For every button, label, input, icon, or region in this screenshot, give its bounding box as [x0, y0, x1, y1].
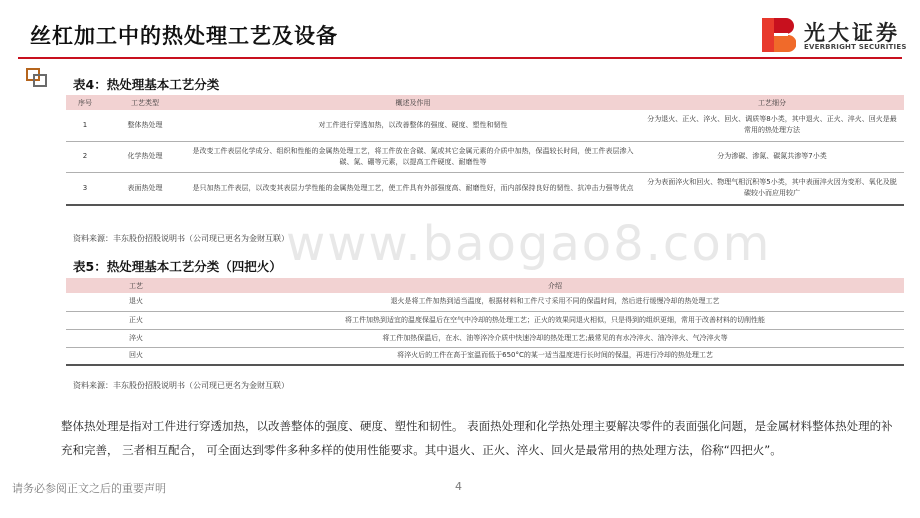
table-cell: 将工件加热到适宜的温度保温后在空气中冷却的热处理工艺；正火的效果同退火相似，只是得到的组织更细，常用于改善材料的切削性能: [206, 311, 904, 329]
table-cell: 是只加热工件表层，以改变其表层力学性能的金属热处理工艺，使工件具有外部强度高、耐磨性好，而内部保持良好的韧性、抗冲击力强等优点: [186, 172, 640, 205]
column-header: 序号: [78, 98, 92, 107]
table-marker-icon: [26, 68, 48, 88]
column-header: 介绍: [548, 281, 562, 290]
table-cell: 是改变工件表层化学成分、组织和性能的金属热处理工艺，将工件放在含碳、氮或其它金属元素的介质中加热，保温较长时间，使工件表层渗入碳、氮、硼等元素，以提高工件硬度、耐磨性等: [186, 141, 640, 172]
table-header-row: [66, 278, 904, 293]
table-cell: 分为渗碳、渗氮、碳氮共渗等7小类: [640, 141, 904, 172]
table2-caption: 表5：热处理基本工艺分类（四把火）: [73, 259, 282, 274]
table-row: [66, 293, 904, 311]
table1-caption: 表4：热处理基本工艺分类: [73, 77, 220, 92]
table-cell: 表面热处理: [104, 172, 186, 205]
table-cell: 回火: [66, 347, 206, 365]
table-row: [66, 141, 904, 172]
brand-name-cn: 光大证券: [804, 21, 900, 45]
column-header: 概述及作用: [395, 98, 431, 107]
everbright-logo-icon: [760, 16, 796, 54]
table-row: [66, 329, 904, 347]
table-cell: 分为退火、正火、淬火、回火、调质等8小类，其中退火、正火、淬火、回火是最常用的热处理方法: [640, 110, 904, 141]
table-cell: 1: [66, 110, 104, 141]
table-cell: 2: [66, 141, 104, 172]
footer-disclaimer: 请务必参阅正文之后的重要声明: [12, 482, 166, 495]
table-cell: 分为表面淬火和回火、物理气相沉积等5小类，其中表面淬火因为变形、氧化及脱碳较小而应用较广: [640, 172, 904, 205]
page-title: 丝杠加工中的热处理工艺及设备: [30, 24, 338, 48]
table-cell: 正火: [66, 311, 206, 329]
table-row: [66, 347, 904, 365]
table-header-row: [66, 95, 904, 110]
brand-name-en: EVERBRIGHT SECURITIES: [804, 43, 907, 51]
table-cell: 3: [66, 172, 104, 205]
table-cell: 淬火: [66, 329, 206, 347]
table-cell: 对工件进行穿透加热，以改善整体的强度、硬度、塑性和韧性: [186, 110, 640, 141]
heat-treatment-table: [66, 95, 904, 206]
table-row: [66, 172, 904, 205]
table2-source: 资料来源：丰东股份招股说明书（公司现已更名为金财互联）: [73, 381, 289, 390]
four-fires-table: [66, 278, 904, 366]
table-cell: 将工件加热保温后，在水、油等淬冷介质中快速冷却的热处理工艺;最常见的有水冷淬火、油冷淬火、气冷淬火等: [206, 329, 904, 347]
table-cell: 化学热处理: [104, 141, 186, 172]
column-header: 工艺: [129, 281, 143, 290]
body-paragraph: 整体热处理是指对工件进行穿透加热，以改善整体的强度、硬度、塑性和韧性。 表面热处理和化学热处理主要解决零件的表面强化问题，是金属材料整体热处理的补充和完善， 三者相互配合， 可全面达到零件多种多样的使用性能要求。其中退火、正火、淬火、回火是最常用的热处理方法，俗称“四把火”。: [61, 419, 893, 457]
table-cell: 整体热处理: [104, 110, 186, 141]
table-cell: 退火是将工件加热到适当温度，根据材料和工件尺寸采用不同的保温时间，然后进行缓慢冷却的热处理工艺: [206, 293, 904, 311]
table-row: [66, 311, 904, 329]
table-cell: 退火: [66, 293, 206, 311]
table-row: [66, 110, 904, 141]
table-cell: 将淬火后的工件在高于室温而低于650°C的某一适当温度进行长时间的保温，再进行冷却的热处理工艺: [206, 347, 904, 365]
column-header: 工艺类型: [131, 98, 159, 107]
table1-source: 资料来源：丰东股份招股说明书（公司现已更名为金财互联）: [73, 234, 289, 243]
brand-logo: [760, 16, 910, 56]
page-number: 4: [455, 480, 462, 493]
title-divider: [18, 57, 902, 59]
column-header: 工艺细分: [758, 98, 786, 107]
watermark: www.baogao8.com: [286, 216, 772, 272]
